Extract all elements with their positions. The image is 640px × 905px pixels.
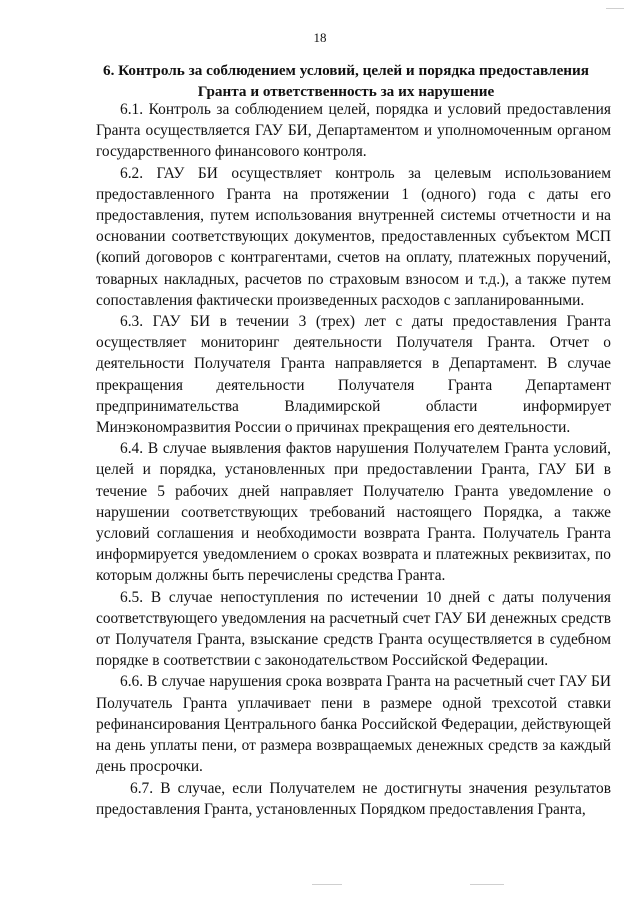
- paragraph-6-3: 6.3. ГАУ БИ в течении 3 (трех) лет с даты предоставления Гранта осуществляет мониторинг деятельности Получателя Гранта. Отчет о деятельности Получателя Гранта направляется в Департамент. В случае прекращения деятельности Получателя Гранта Департамент предпринимательства Владимирской области информирует Минэкономразвития России о причинах прекращения его деятельности.: [96, 313, 611, 437]
- section-body: [96, 99, 611, 820]
- section-heading-line-1: 6. Контроль за соблюдением условий, целей и порядка предоставления: [102, 62, 590, 79]
- section-heading: [96, 60, 596, 102]
- scan-artifact-bottom-left: [312, 884, 342, 885]
- paragraph-6-7: 6.7. В случае, если Получателем не достигнуты значения результатов предоставления Гранта, установленных Порядком предоставления Гранта,: [96, 779, 611, 818]
- paragraph-6-2: 6.2. ГАУ БИ осуществляет контроль за целевым использованием предоставленного Гранта на протяжении 1 (одного) года с даты его предоставления, путем использования внутренней системы отчетности и на основании соответствующих документов, предоставленных субъектом МСП (копий договоров с контрагентами, счетов на оплату, платежных поручений, товарных накладных, расчетов по страховым взносом и т.д.), а также путем сопоставления фактически произведенных расходов с запланированными.: [96, 164, 611, 309]
- paragraph-6-4: 6.4. В случае выявления фактов нарушения Получателем Гранта условий, целей и порядка, установленных при предоставлении Гранта, ГАУ БИ в течение 5 рабочих дней направляет Получателю Гранта уведомление о нарушении соответствующих требований настоящего Порядка, а также условий соглашения и необходимости возврата Гранта. Получатель Гранта информируется уведомлением о сроках возврата и платежных реквизитах, по которым должны быть перечислены средства Гранта.: [96, 440, 611, 585]
- scan-artifact-top: [606, 8, 624, 9]
- paragraph-6-1: 6.1. Контроль за соблюдением целей, порядка и условий предоставления Гранта осуществляется ГАУ БИ, Департаментом и уполномоченным органом государственного финансового контроля.: [96, 101, 611, 161]
- section-heading-line-2: Гранта и ответственность за их нарушение: [197, 83, 495, 100]
- page-number: 18: [313, 30, 327, 45]
- scan-artifact-bottom-right: [470, 884, 504, 885]
- paragraph-6-5: 6.5. В случае непоступления по истечении 10 дней с даты получения соответствующего уведомления на расчетный счет ГАУ БИ денежных средств от Получателя Гранта, взыскание средств Гранта осуществляется в судебном порядке в соответствии с законодательством Российской Федерации.: [96, 588, 611, 670]
- paragraph-6-6: 6.6. В случае нарушения срока возврата Гранта на расчетный счет ГАУ БИ Получатель Гранта уплачивает пени в размере одной трехсотой ставки рефинансирования Центрального банка Российской Федерации, действующей на день уплаты пени, от размера возвращаемых денежных средств за каждый день просрочки.: [96, 673, 611, 776]
